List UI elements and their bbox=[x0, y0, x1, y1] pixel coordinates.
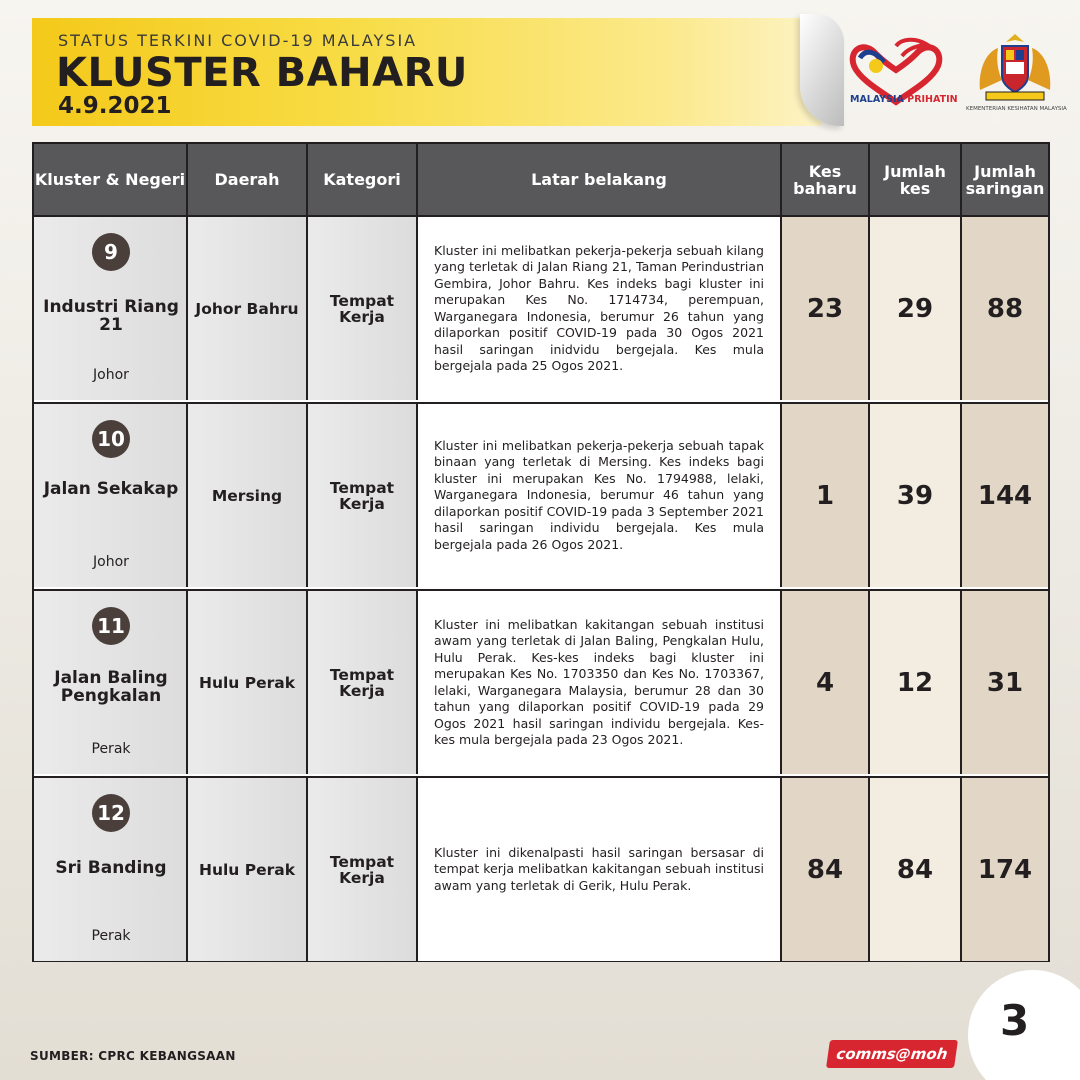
page-curl-decoration bbox=[800, 14, 844, 126]
wordmark-prihatin: PRIHATIN bbox=[907, 94, 958, 105]
cluster-name: Jalan Baling Pengkalan bbox=[54, 668, 168, 706]
page-number: 3 bbox=[1000, 996, 1030, 1045]
category-text: Tempat Kerja bbox=[329, 665, 395, 700]
cluster-state: Johor bbox=[93, 367, 129, 383]
total-screening-value: 31 bbox=[986, 667, 1024, 698]
total-cases-value: 12 bbox=[896, 667, 934, 698]
new-cases-value: 23 bbox=[806, 293, 844, 324]
cluster-name: Sri Banding bbox=[55, 858, 167, 878]
new-cases-value: 4 bbox=[815, 667, 835, 698]
district-text: Hulu Perak bbox=[198, 860, 296, 879]
jumlah-kes-cell bbox=[870, 404, 962, 587]
cluster-number-badge: 12 bbox=[92, 794, 130, 832]
district-text: Mersing bbox=[211, 486, 283, 505]
category-text: Tempat Kerja bbox=[329, 852, 395, 887]
table-header-row bbox=[34, 144, 1048, 215]
col-header-jumlah-kes: Jumlah kes bbox=[870, 144, 962, 215]
category-text: Tempat Kerja bbox=[329, 478, 395, 513]
new-cases-value: 84 bbox=[806, 854, 844, 885]
kategori-cell bbox=[308, 404, 418, 587]
jumlah-saringan-cell bbox=[962, 404, 1048, 587]
daerah-cell bbox=[188, 217, 308, 400]
kluster-cell bbox=[34, 778, 188, 961]
total-cases-value: 84 bbox=[896, 854, 934, 885]
kkm-crest-logo bbox=[972, 30, 1058, 104]
col-header-jumlah-saringan: Jumlah saringan bbox=[965, 161, 1045, 198]
total-screening-value: 174 bbox=[977, 854, 1033, 885]
daerah-cell bbox=[188, 778, 308, 961]
cluster-table bbox=[32, 142, 1050, 962]
jumlah-saringan-cell bbox=[962, 217, 1048, 400]
kluster-cell bbox=[34, 217, 188, 400]
page-title: KLUSTER BAHARU bbox=[56, 50, 468, 96]
latar-cell bbox=[418, 217, 782, 400]
col-header-latar: Latar belakang bbox=[418, 144, 782, 215]
table-row bbox=[34, 402, 1048, 587]
col-header-kategori: Kategori bbox=[308, 144, 418, 215]
kluster-cell bbox=[34, 591, 188, 774]
jumlah-saringan-cell bbox=[962, 591, 1048, 774]
cluster-number-badge: 11 bbox=[92, 607, 130, 645]
category-text: Tempat Kerja bbox=[329, 291, 395, 326]
kes-baharu-cell bbox=[782, 778, 870, 961]
total-cases-value: 29 bbox=[896, 293, 934, 324]
total-screening-value: 88 bbox=[986, 293, 1024, 324]
jumlah-saringan-cell bbox=[962, 778, 1048, 961]
col-header-kes-baharu: Kes baharu bbox=[782, 144, 870, 215]
kes-baharu-cell bbox=[782, 591, 870, 774]
jumlah-kes-cell bbox=[870, 591, 962, 774]
jumlah-kes-cell bbox=[870, 778, 962, 961]
total-cases-value: 39 bbox=[896, 480, 934, 511]
background-text: Kluster ini melibatkan pekerja-pekerja sebuah kilang yang terletak di Jalan Riang 21, Taman Perindustrian Gembira, Johor Bahru. Kes indeks bagi kluster ini merupakan Kes No. 1714734, perempuan, Warganegara Indonesia, berumur 26 tahun yang dilaporkan positif COVID-19 pada 30 Ogos 2021 hasil saringan inidvidu bergejala. Kes mula bergejala pada 25 Ogos 2021. bbox=[434, 242, 764, 373]
report-date: 4.9.2021 bbox=[58, 93, 172, 119]
col-header-kluster: Kluster & Negeri bbox=[34, 144, 188, 215]
latar-cell bbox=[418, 591, 782, 774]
new-cases-value: 1 bbox=[815, 480, 835, 511]
kluster-cell bbox=[34, 404, 188, 587]
col-header-daerah: Daerah bbox=[188, 144, 308, 215]
cluster-name: Industri Riang 21 bbox=[43, 297, 179, 335]
cluster-state: Johor bbox=[93, 554, 129, 570]
kategori-cell bbox=[308, 778, 418, 961]
background-text: Kluster ini melibatkan kakitangan sebuah institusi awam yang terletak di Jalan Baling, Pengkalan Hulu, Hulu Perak. Kes-kes indeks bagi kluster ini merupakan Kes No. 1703350 dan Kes No. 1703367, lelaki, Warganegara Malaysia, berumur 28 dan 30 tahun yang dilaporkan positif COVID-19 pada 29 Ogos 2021 hasil saringan individu bergejala. Kes-kes mula bergejala pada 23 Ogos 2021. bbox=[434, 616, 764, 747]
kes-baharu-cell bbox=[782, 404, 870, 587]
daerah-cell bbox=[188, 591, 308, 774]
latar-cell bbox=[418, 404, 782, 587]
cluster-state: Perak bbox=[91, 741, 131, 757]
kategori-cell bbox=[308, 217, 418, 400]
cluster-state: Perak bbox=[91, 928, 131, 944]
background-text: Kluster ini dikenalpasti hasil saringan bersasar di tempat kerja melibatkan kakitangan sebuah institusi awam yang terletak di Gerik, Hulu Perak. bbox=[434, 844, 764, 893]
comms-moh-badge: comms@moh bbox=[826, 1040, 958, 1068]
district-text: Johor Bahru bbox=[195, 299, 299, 318]
district-text: Hulu Perak bbox=[198, 673, 296, 692]
latar-cell bbox=[418, 778, 782, 961]
kategori-cell bbox=[308, 591, 418, 774]
background-text: Kluster ini melibatkan pekerja-pekerja sebuah tapak binaan yang terletak di Mersing. Kes indeks bagi kluster ini merupakan Kes No. 1794988, lelaki, Warganegara Indonesia, berumur 46 tahun yang dilaporkan positif COVID-19 pada 3 September 2021 hasil saringan individu bergejala. Kes mula bergejala pada 26 Ogos 2021. bbox=[434, 437, 764, 552]
header-subtitle: STATUS TERKINI COVID-19 MALAYSIA bbox=[58, 31, 418, 50]
jumlah-kes-cell bbox=[870, 217, 962, 400]
table-row bbox=[34, 589, 1048, 774]
cluster-name: Jalan Sekakap bbox=[43, 479, 179, 499]
source-note: SUMBER: CPRC KEBANGSAAN bbox=[30, 1049, 236, 1063]
cluster-number-badge: 9 bbox=[92, 233, 130, 271]
malaysia-prihatin-wordmark bbox=[850, 94, 958, 105]
cluster-number-badge: 10 bbox=[92, 420, 130, 458]
table-row bbox=[34, 215, 1048, 400]
table-row bbox=[34, 776, 1048, 961]
wordmark-malaysia: MALAYSIA bbox=[850, 94, 904, 105]
total-screening-value: 144 bbox=[977, 480, 1033, 511]
daerah-cell bbox=[188, 404, 308, 587]
kes-baharu-cell bbox=[782, 217, 870, 400]
kkm-wordmark: KEMENTERIAN KESIHATAN MALAYSIA bbox=[966, 106, 1067, 112]
